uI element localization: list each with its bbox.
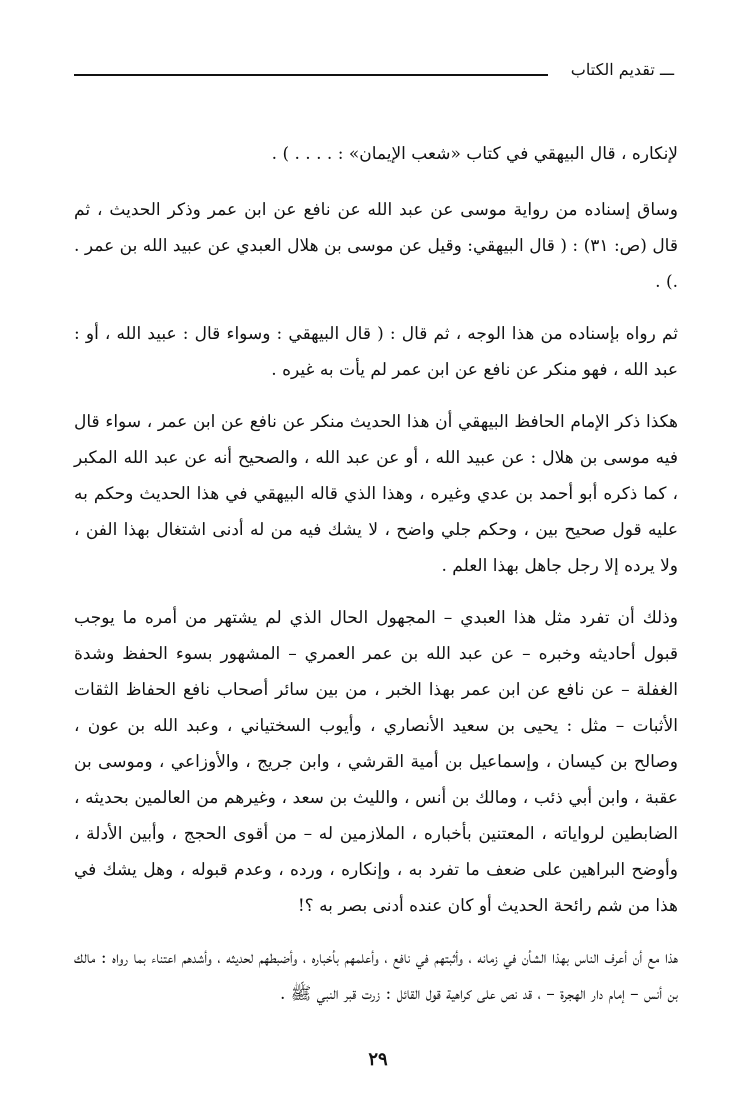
paragraph-2: وساق إسناده من رواية موسى عن عبد الله عن نافع عن ابن عمر وذكر الحديث ، ثم قال (ص: ٣١) : ( قال البيهقي: وقيل عن موسى بن هلال العبدي عن عبيد الله بن عمر . .) . [74, 200, 678, 292]
paragraph-3: ثم رواه بإسناده من هذا الوجه ، ثم قال : ( قال البيهقي : وسواء قال : عبيد الله ، أو : عبد الله ، فهو منكر عن نافع عن ابن عمر لم يأت به غيره . [74, 324, 678, 380]
paragraph-5: وذلك أن تفرد مثل هذا العبدي – المجهول الحال الذي لم يشتهر من أمره ما يوجب قبول أحاديثه وخبره – عن عبد الله بن عمر العمري – المشهور بسوء الحفظ وشدة الغفلة – عن نافع عن ابن عمر بهذا الخبر ، من بين سائر أصحاب نافع الحفاظ الثقات الأثبات – مثل : يحيى بن سعيد الأنصاري ، وأيوب السختياني ، وعبد الله بن عون ، وصالح بن كيسان ، وإسماعيل بن أمية القرشي ، وابن جريج ، والأوزاعي ، وموسى بن عقبة ، وابن أبي ذئب ، ومالك بن أنس ، والليث بن سعد ، وغيرهم من العالمين بحديثه ، الضابطين لرواياته ، المعتنين بأخباره ، الملازمين له – من أقوى الحجج ، وأبين الأدلة ، وأوضح البراهين على ضعف ما تفرد به ، وإنكاره ، ورده ، وعدم قبوله ، وهل يشك في هذا من شم رائحة الحديث أو كان عنده أدنى بصر به ؟! [74, 608, 678, 916]
running-header [74, 60, 674, 86]
body-text [74, 136, 678, 1028]
paragraph-1: لإنكاره ، قال البيهقي في كتاب «شعب الإيمان» : . . . . ) . [271, 144, 678, 164]
page-number: ٢٩ [368, 1049, 388, 1070]
paragraph-6: هذا مع أن أعرف الناس بهذا الشأن في زمانه ، وأثبتهم في نافع ، وأعلمهم بأخباره ، وأضبطهم لحديثه ، وأشدهم اعتناء بما رواه : مالك بن أنس – إمام دار الهجرة – ، قد نص على كراهية قول القائل : زرت قبر النبي ﷺ . [74, 948, 678, 1004]
header-title: ـــ تقديم الكتاب [570, 60, 674, 79]
header-rule [74, 74, 548, 76]
paragraph-4: هكذا ذكر الإمام الحافظ البيهقي أن هذا الحديث منكر عن نافع عن ابن عمر ، سواء قال فيه موسى بن هلال : عن عبيد الله ، أو عن عبد الله ، والصحيح أنه عن عبد الله المكبر ، كما ذكره أبو أحمد بن عدي وغيره ، وهذا الذي قاله البيهقي في هذا الحديث وحكم به عليه قول صحيح بين ، وحكم جلي واضح ، لا يشك فيه من له أدنى اشتغال بهذا الفن ، ولا يرده إلا رجل جاهل بهذا العلم . [74, 412, 678, 576]
